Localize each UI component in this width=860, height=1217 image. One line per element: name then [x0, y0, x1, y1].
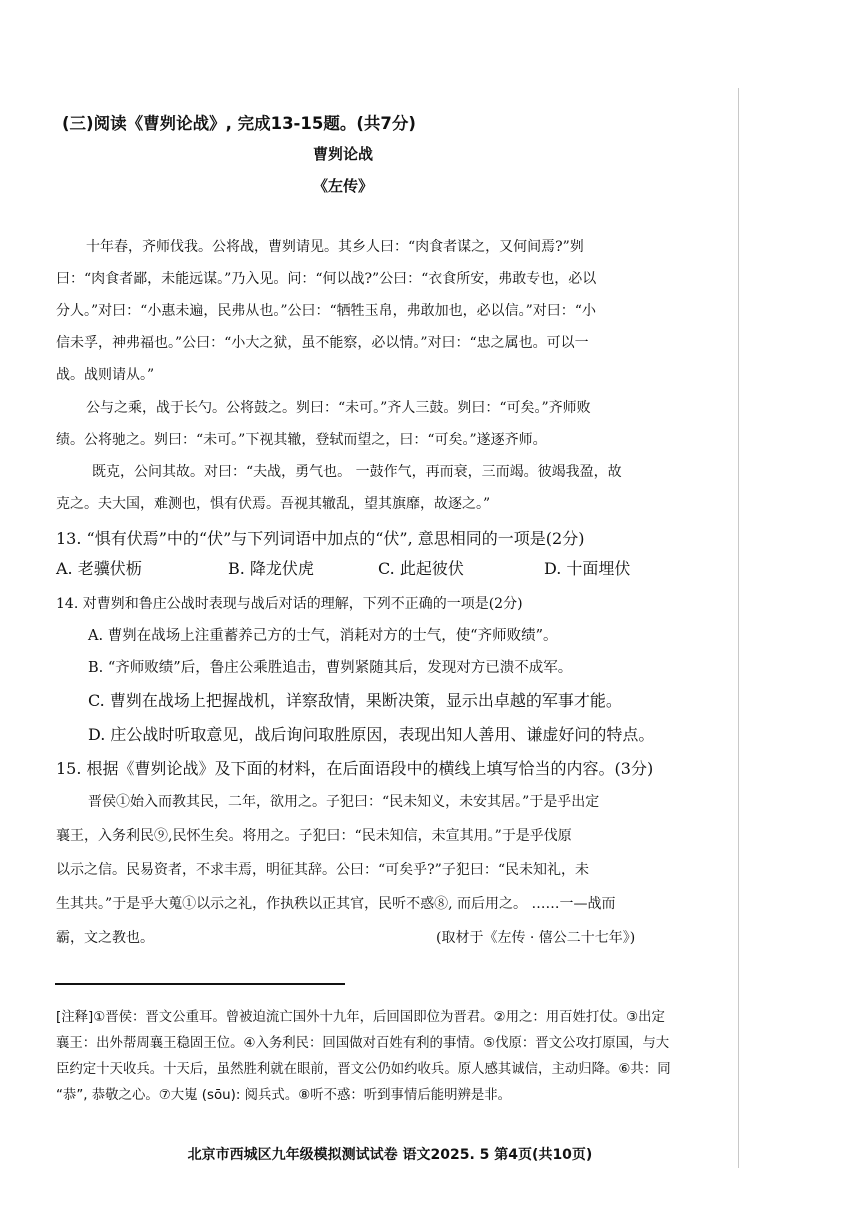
passage-line: 克之。夫大国，难测也，惧有伏焉。吾视其辙乱，望其旗靡，故逐之。”: [56, 496, 491, 512]
passage-line: 十年春，齐师伐我。公将战，曹刿请见。其乡人曰：“肉食者谋之，又何间焉?”刿: [86, 239, 584, 255]
question-13-option-b: B. 降龙伏虎: [228, 559, 314, 578]
question-14-option-c: C. 曹刿在战场上把握战机，详察敌情，果断决策，显示出卓越的军事才能。: [88, 691, 622, 710]
question-13-stem: 13. “惧有伏焉”中的“伏”与下列词语中加点的“伏”, 意思相同的一项是(2分): [56, 529, 585, 548]
material-line: 晋侯①始入而教其民，二年，欲用之。子犯曰：“民未知义，未安其居。”于是乎出定: [88, 794, 600, 810]
passage-line: 曰：“肉食者鄙，未能远谋。”乃入见。问：“何以战?”公曰：“衣食所安，弗敢专也，必以: [56, 271, 597, 287]
question-14-stem: 14. 对曹刿和鲁庄公战时表现与战后对话的理解，下列不正确的一项是(2分): [56, 596, 523, 612]
question-13-option-d: D. 十面埋伏: [544, 559, 631, 578]
material-line: 襄王，入务利民⑨,民怀生矣。将用之。子犯曰：“民未知信，未宣其用。”于是乎伐原: [56, 828, 572, 844]
material-line: 霸，文之教也。: [56, 930, 154, 946]
note-line: “恭”, 恭敬之心。⑦大嵬 (sōu): 阅兵式。⑧听不惑：听到事情后能明辨是非。: [56, 1088, 512, 1103]
note-line: 臣约定十天收兵。十天后，虽然胜利就在眼前，晋文公仍如约收兵。原人感其诚信，主动归降。⑥共：同: [56, 1062, 671, 1077]
passage-line: 战。战则请从。”: [56, 367, 155, 383]
material-source: (取材于《左传 · 僖公二十七年》): [436, 930, 636, 946]
question-13-option-c: C. 此起彼伏: [378, 559, 464, 578]
passage-line: 分人。”对曰：“小惠未遍，民弗从也。”公曰：“牺牲玉帛，弗敢加也，必以信。”对曰：“小: [56, 303, 596, 319]
question-14-option-d: D. 庄公战时听取意见，战后询问取胜原因，表现出知人善用、谦虚好问的特点。: [88, 725, 655, 744]
passage-source: 《左传》: [312, 177, 373, 195]
question-14-option-b: B. “齐师败绩”后，鲁庄公乘胜追击，曹刿紧随其后，发现对方已溃不成军。: [88, 660, 573, 676]
passage-line: 公与之乘，战于长勺。公将鼓之。刿曰：“未可。”齐人三鼓。刿曰：“可矣。”齐师败: [86, 400, 591, 416]
material-line: 生其共。”于是乎大蒐①以示之礼，作执秩以正其官，民听不惑⑧, 而后用之。 ……一—战而: [56, 896, 616, 912]
material-line: 以示之信。民易资者，不求丰焉，明征其辞。公曰：“可矣乎?”子犯曰：“民未知礼，未: [56, 862, 589, 878]
question-14-option-a: A. 曹刿在战场上注重蓄养己方的士气，消耗对方的士气，使“齐师败绩”。: [88, 628, 558, 644]
passage-line: 既克，公问其故。对曰：“夫战，勇气也。 一鼓作气，再而衰，三而竭。彼竭我盈，故: [92, 464, 622, 480]
page-footer: 北京市西城区九年级模拟测试试卷 语文2025. 5 第4页(共10页): [187, 1147, 593, 1163]
question-15-stem: 15. 根据《曹刿论战》及下面的材料，在后面语段中的横线上填写恰当的内容。(3分): [56, 759, 654, 778]
question-13-option-a: A. 老骥伏枥: [56, 559, 142, 578]
section-heading: (三)阅读《曹刿论战》, 完成13-15题。(共7分): [62, 114, 416, 133]
passage-title: 曹刿论战: [312, 145, 373, 163]
passage-line: 信未孚，神弗福也。”公曰：“小大之狱，虽不能察，必以情。”对曰：“忠之属也。可以一: [56, 335, 589, 351]
footnote-rule: [55, 983, 345, 985]
note-line: 襄王：出外帮周襄王稳固王位。④入务利民：回国做对百姓有利的事情。⑤伐原：晋文公攻打原国，与大: [56, 1036, 670, 1051]
passage-line: 绩。公将驰之。刿曰：“未可。”下视其辙，登轼而望之，曰：“可矣。”遂逐齐师。: [56, 432, 547, 448]
page-divider: [738, 88, 739, 1168]
note-line: [注释]①晋侯：晋文公重耳。曾被迫流亡国外十九年，后回国即位为晋君。②用之：用百姓打仗。③出定: [56, 1010, 665, 1025]
